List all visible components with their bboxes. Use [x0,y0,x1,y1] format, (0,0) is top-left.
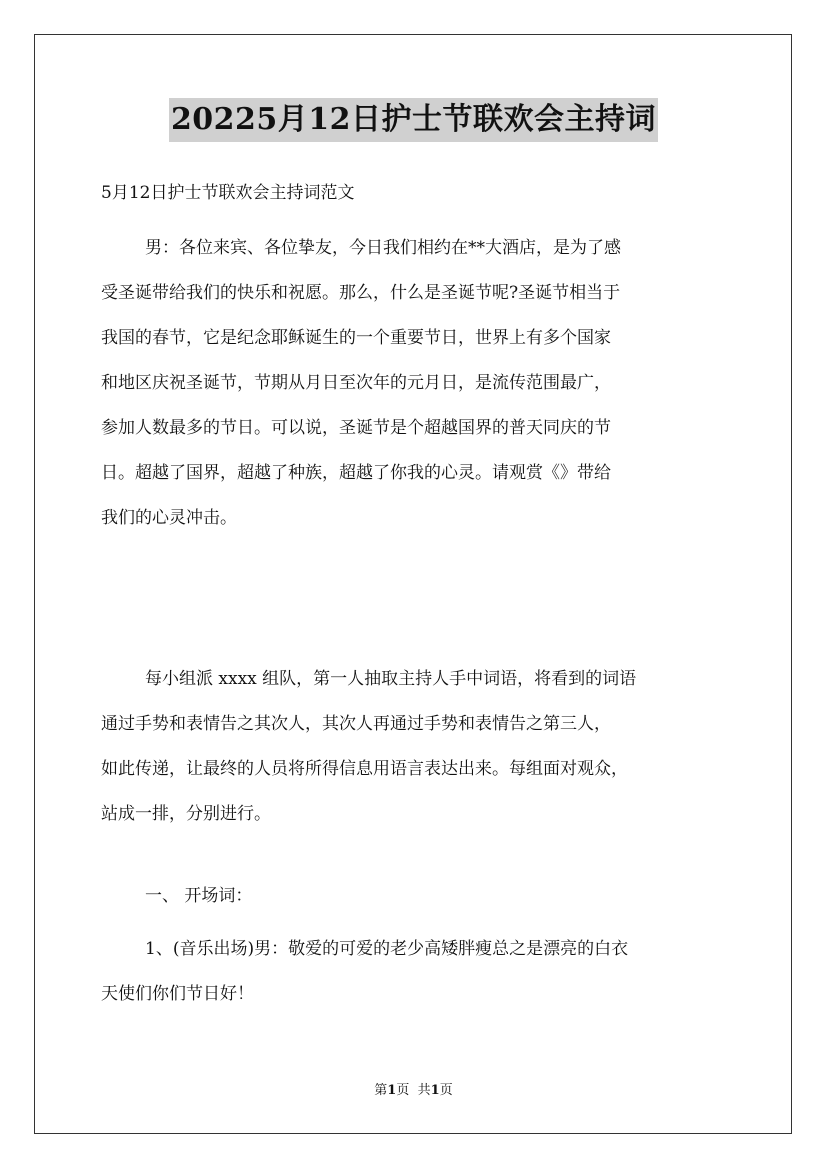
paragraph-game-rules [101,657,731,837]
document-title: 20225月12日护士节联欢会主持词 [169,98,658,142]
paragraph-line: 和地区庆祝圣诞节，节期从月日至次年的元月日，是流传范围最广， [101,373,611,393]
title-container [0,98,827,142]
section-heading: 一、 开场词： [145,886,253,906]
document-subtitle: 5月12日护士节联欢会主持词范文 [101,183,355,203]
paragraph-line: 通过手势和表情告之其次人，其次人再通过手势和表情告之第三人， [101,714,611,734]
paragraph-line: 天使们你们节日好！ [101,984,254,1004]
paragraph-line: 我们的心灵冲击。 [101,508,237,528]
footer-total-suffix: 页 [439,1083,453,1098]
footer-prefix: 第 [374,1083,388,1098]
paragraph-line: 如此传递，让最终的人员将所得信息用语言表达出来。每组面对观众， [101,759,628,779]
paragraph-line: 每小组派 xxxx 组队，第一人抽取主持人手中词语，将看到的词语 [145,669,637,689]
paragraph-opening [101,927,731,1017]
paragraph-host-speech [101,226,731,541]
footer-page-number: 1 [387,1083,397,1098]
paragraph-line: 日。超越了国界，超越了种族，超越了你我的心灵。请观赏《》带给 [101,463,611,483]
footer-total-prefix: 共 [417,1083,431,1098]
footer-total-number: 1 [430,1083,440,1098]
paragraph-line: 我国的春节，它是纪念耶稣诞生的一个重要节日，世界上有多个国家 [101,328,611,348]
footer-page-suffix: 页 [396,1083,410,1098]
section-heading-block [101,874,731,919]
paragraph-line: 1、(音乐出场)男：敬爱的可爱的老少高矮胖瘦总之是漂亮的白衣 [145,939,629,959]
paragraph-line: 站成一排，分别进行。 [101,804,271,824]
paragraph-line: 参加人数最多的节日。可以说，圣诞节是个超越国界的普天同庆的节 [101,418,611,438]
paragraph-line: 男：各位来宾、各位挚友，今日我们相约在**大酒店，是为了感 [145,238,621,258]
paragraph-line: 受圣诞带给我们的快乐和祝愿。那么，什么是圣诞节呢?圣诞节相当于 [101,283,621,303]
page-footer [0,1081,827,1101]
